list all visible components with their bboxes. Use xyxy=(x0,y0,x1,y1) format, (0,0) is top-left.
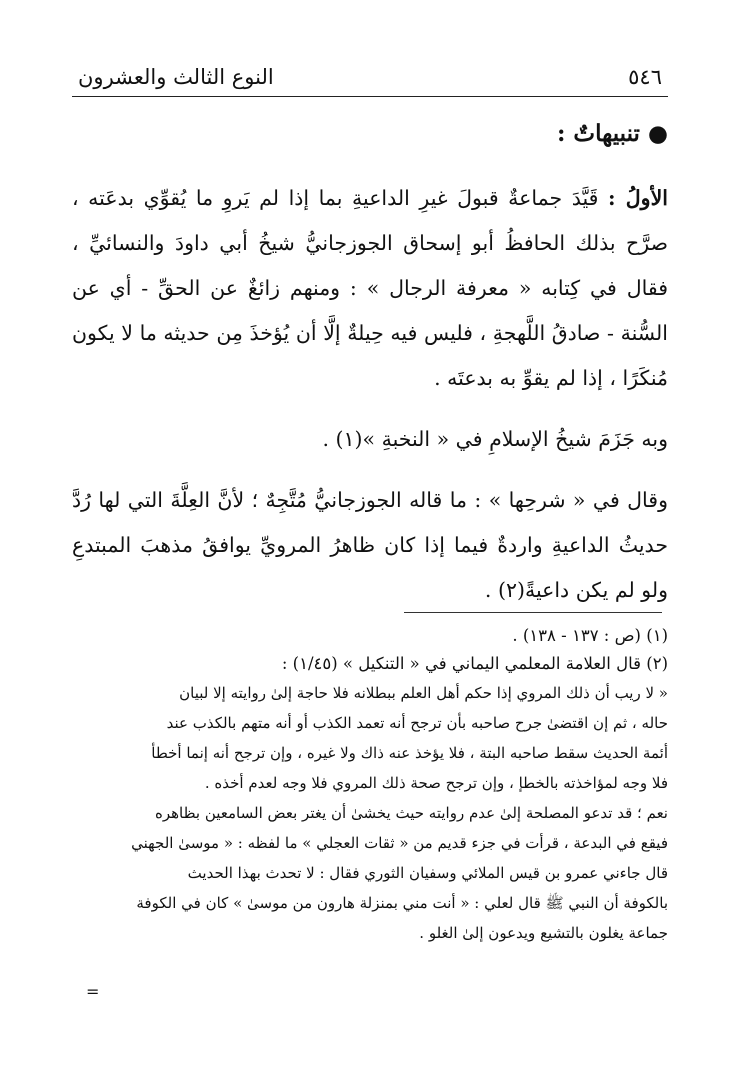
footnote-2-intro: (٢) قال العلامة المعلمي اليماني في « التنكيل » (١/٤٥) : xyxy=(281,654,668,673)
footnote-1: (١) (ص : ١٣٧ - ١٣٨) . xyxy=(512,626,668,645)
quote-line: جماعة يغلون بالتشيع ويدعون إلىٰ الغلو . xyxy=(419,924,668,942)
section-heading-text: تنبيهاتٌ : xyxy=(556,120,640,147)
page-number: ٥٤٦ xyxy=(628,65,662,89)
paragraph-lead: الأولُ : xyxy=(608,186,668,210)
quote-line: « لا ريب أن ذلك المروي إذا حكم أهل العلم ببطلانه فلا حاجة إلىٰ روايته إلا لبيان xyxy=(179,684,668,702)
quote-line: فيقع في البدعة ، قرأت في جزء قديم من « ثقات العجلي » ما لفظه : « موسىٰ الجهني xyxy=(131,834,668,852)
quote-line: أئمة الحديث سقط صاحبه البتة ، فلا يؤخذ عنه ذاك ولا غيره ، وإن ترجح أنه إنما أخطأ xyxy=(151,744,668,762)
quote-line: حاله ، ثم إن اقتضىٰ جرح صاحبه بأن ترجح أنه تعمد الكذب أو أنه متهم بالكذب عند xyxy=(166,714,668,732)
bullet-icon: ● xyxy=(647,120,668,147)
paragraph-nukhba: وبه جَزَمَ شيخُ الإسلامِ في « النخبةِ »(١) . xyxy=(322,427,668,451)
paragraph-sharh: وقال في « شرحِها » : ما قاله الجوزجانيُّ مُتَّجِهٌ ؛ لأنَّ العِلَّةَ التي لها رُدَّ حديثُ الداعيةِ واردةٌ فيما إذا كان ظاهرُ المرويِّ يوافقُ مذهبَ المبتدعِ ولو لم يكن داعيةً(٢) . xyxy=(72,488,668,602)
paragraph-text: قَيَّدَ جماعةٌ قبولَ غيرِ الداعيةِ بما إذا لم يَروِ ما يُقوِّي بدعَته ، صرَّح بذلك الحافظُ أبو إسحاق الجوزجانيُّ شيخُ أبي داودَ والنسائيِّ ، فقال في كِتابه « معرفة الرجال » : ومنهم زائغٌ عن الحقِّ - أي عن السُّنة - صادقُ اللَّهجةِ ، فليس فيه حِيلةٌ إلَّا أن يُؤخذَ مِن حديثه ما لا يكون مُنكَرًا ، إذا لم يقوِّ به بدعتَه . xyxy=(72,186,668,390)
quote-line: بالكوفة أن النبي ﷺ قال لعلي : « أنت مني بمنزلة هارون من موسىٰ » كان في الكوفة xyxy=(136,894,668,912)
running-title: النوع الثالث والعشرون xyxy=(78,65,274,89)
footnote-divider xyxy=(404,612,662,613)
section-heading xyxy=(72,114,668,154)
continuation-mark: = xyxy=(86,982,100,1001)
paragraph-first-note xyxy=(72,176,668,401)
quote-line: فلا وجه لمؤاخذته بالخطإ ، وإن ترجح صحة ذلك المروي فلا وجه لعدم أخذه . xyxy=(204,774,668,792)
footnote-2-quote xyxy=(72,678,668,948)
page-header xyxy=(72,62,668,97)
quote-line: قال جاءني عمرو بن قيس الملائي وسفيان الثوري فقال : لا تحدث بهذا الحديث xyxy=(187,864,668,882)
footnotes xyxy=(72,622,668,948)
main-text xyxy=(72,114,668,613)
quote-line: نعم ؛ قد تدعو المصلحة إلىٰ عدم روايته حيث يخشىٰ أن يغتر بعض السامعين بظاهره xyxy=(154,804,668,822)
